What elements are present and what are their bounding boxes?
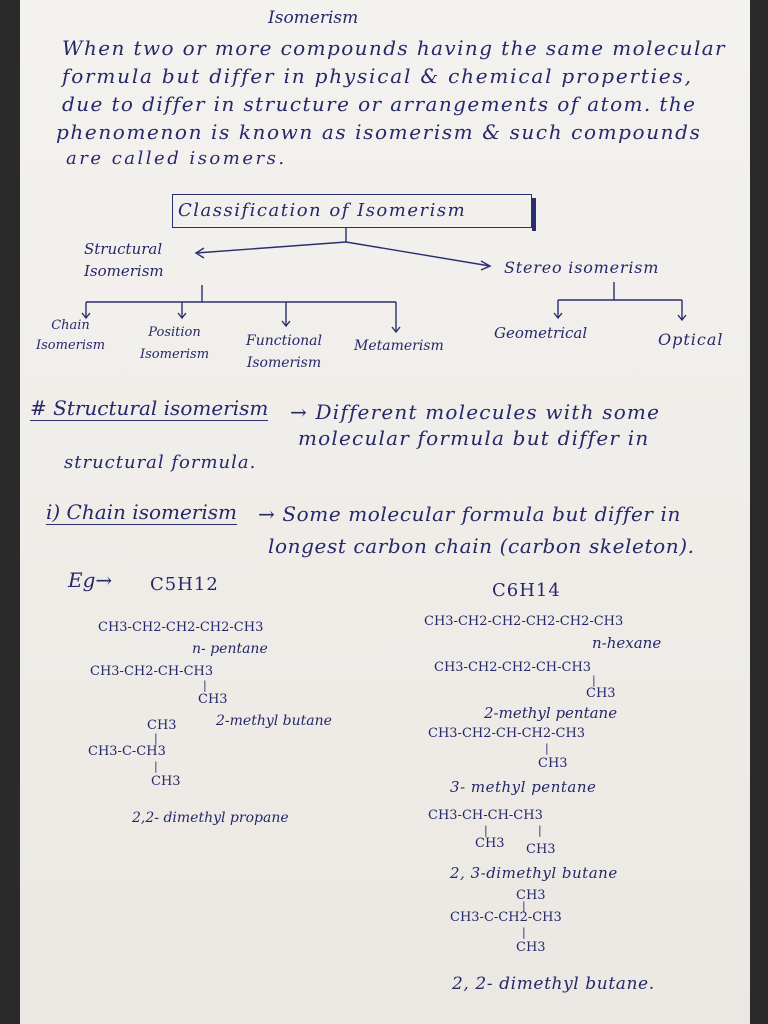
intro-line-3: due to differ in structure or arrangements of atom. the <box>62 92 697 116</box>
classification-label: Classification of Isomerism <box>178 200 467 221</box>
stereo-isomerism-node: Stereo isomerism <box>504 258 660 277</box>
right-4-branch-2: CH3 <box>526 842 556 857</box>
structural-heading <box>30 396 268 420</box>
left-2-structure: CH3-CH2-CH-CH3 <box>90 664 214 679</box>
notebook-page <box>20 0 750 1024</box>
functional-isomerism-node: Functional Isomerism <box>246 333 322 371</box>
structural-def-3: structural formula. <box>64 452 257 473</box>
geometrical-node: Geometrical <box>494 324 588 342</box>
chain-heading-text: i) Chain isomerism <box>46 500 237 524</box>
structural-def-2: molecular formula but differ in <box>298 426 650 450</box>
chain-heading <box>46 500 237 524</box>
position-isomerism-node: Position Isomerism <box>140 325 210 362</box>
right-4-structure: CH3-CH-CH-CH3 <box>428 808 543 823</box>
right-4-name: 2, 3-dimethyl butane <box>450 864 618 882</box>
right-5-top: CH3 <box>516 888 546 903</box>
right-5-bond-top: | <box>522 900 526 913</box>
right-3-name: 3- methyl pentane <box>450 778 597 796</box>
structural-heading-text: # Structural isomerism <box>30 396 269 420</box>
metamerism-node: Metamerism <box>354 338 444 354</box>
right-5-name: 2, 2- dimethyl butane. <box>452 974 655 994</box>
right-2-branch: CH3 <box>586 686 616 701</box>
left-2-branch: CH3 <box>198 692 228 707</box>
right-5-structure: CH3-C-CH2-CH3 <box>450 910 562 925</box>
left-3-top: CH3 <box>147 718 177 733</box>
left-3-bond-bottom: | <box>154 760 158 773</box>
right-3-structure: CH3-CH2-CH-CH2-CH3 <box>428 726 586 741</box>
right-1-structure: CH3-CH2-CH2-CH2-CH2-CH3 <box>424 614 624 629</box>
chain-isomerism-node: Chain Isomerism <box>36 318 106 353</box>
right-3-bond: | <box>545 742 549 755</box>
right-1-name: n-hexane <box>592 634 662 652</box>
page-title: Isomerism <box>268 8 359 28</box>
left-3-structure: CH3-C-CH3 <box>88 744 166 759</box>
chain-def-2: longest carbon chain (carbon skeleton). <box>268 534 695 558</box>
left-molecular-formula: C5H12 <box>150 574 219 595</box>
left-3-bond-top: | <box>154 732 158 745</box>
right-4-bond-1: | <box>484 824 488 837</box>
left-2-name: 2-methyl butane <box>216 713 332 729</box>
intro-line-2: formula but differ in physical & chemical properties, <box>62 64 693 88</box>
structural-def-1: → Different molecules with some <box>290 400 661 424</box>
right-2-structure: CH3-CH2-CH2-CH-CH3 <box>434 660 592 675</box>
right-5-bottom: CH3 <box>516 940 546 955</box>
structural-isomerism-node: Structural Isomerism <box>84 240 164 280</box>
left-1-structure: CH3-CH2-CH2-CH2-CH3 <box>98 620 264 635</box>
left-2-bond: | <box>203 679 207 692</box>
right-2-bond: | <box>592 674 596 687</box>
right-molecular-formula: C6H14 <box>492 580 561 601</box>
left-3-bottom: CH3 <box>151 774 181 789</box>
left-1-name: n- pentane <box>192 641 268 657</box>
chain-def-1: → Some molecular formula but differ in <box>258 502 682 526</box>
optical-node: Optical <box>658 330 724 349</box>
eg-label: Eg→ <box>68 568 113 592</box>
right-4-bond-2: | <box>538 824 542 837</box>
intro-line-4: phenomenon is known as isomerism & such compounds <box>56 120 702 144</box>
intro-line-1: When two or more compounds having the same molecular <box>62 36 727 60</box>
right-3-branch: CH3 <box>538 756 568 771</box>
intro-line-5: are called isomers. <box>66 148 287 169</box>
right-4-branch-1: CH3 <box>475 836 505 851</box>
right-5-bond-bottom: | <box>522 926 526 939</box>
left-3-name: 2,2- dimethyl propane <box>132 810 289 826</box>
right-2-name: 2-methyl pentane <box>484 704 618 722</box>
